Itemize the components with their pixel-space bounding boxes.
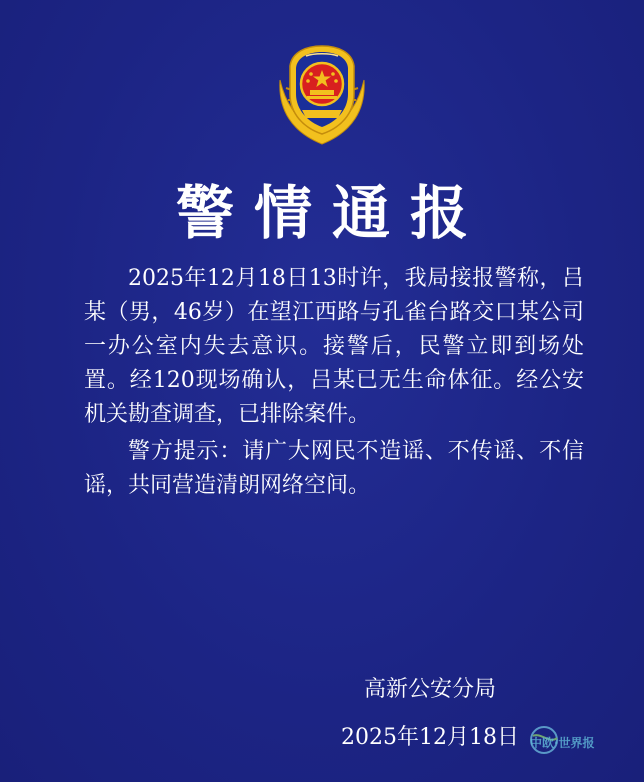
notice-body — [84, 262, 584, 503]
watermark-text: 中欧·世界报 — [530, 736, 595, 750]
page-title: 警情通报 — [175, 179, 488, 247]
issue-date: 2025年12月18日 — [341, 725, 519, 750]
issuer-name: 高新公安分局 — [363, 677, 496, 702]
police-emblem-icon — [272, 40, 372, 150]
notice-paragraph-reminder: 警方提示：请广大网民不造谣、不传谣、不信谣，共同营造清朗网络空间。 — [84, 439, 584, 498]
notice-paragraph-incident: 2025年12月18日13时许，我局接报警称，吕某（男，46岁）在望江西路与孔雀台路交口某公司一办公室内失去意识。接警后，民警立即到场处置。经120现场确认，吕某已无生命体征。经公安机关勘查调查，已排除案件。 — [84, 266, 584, 427]
